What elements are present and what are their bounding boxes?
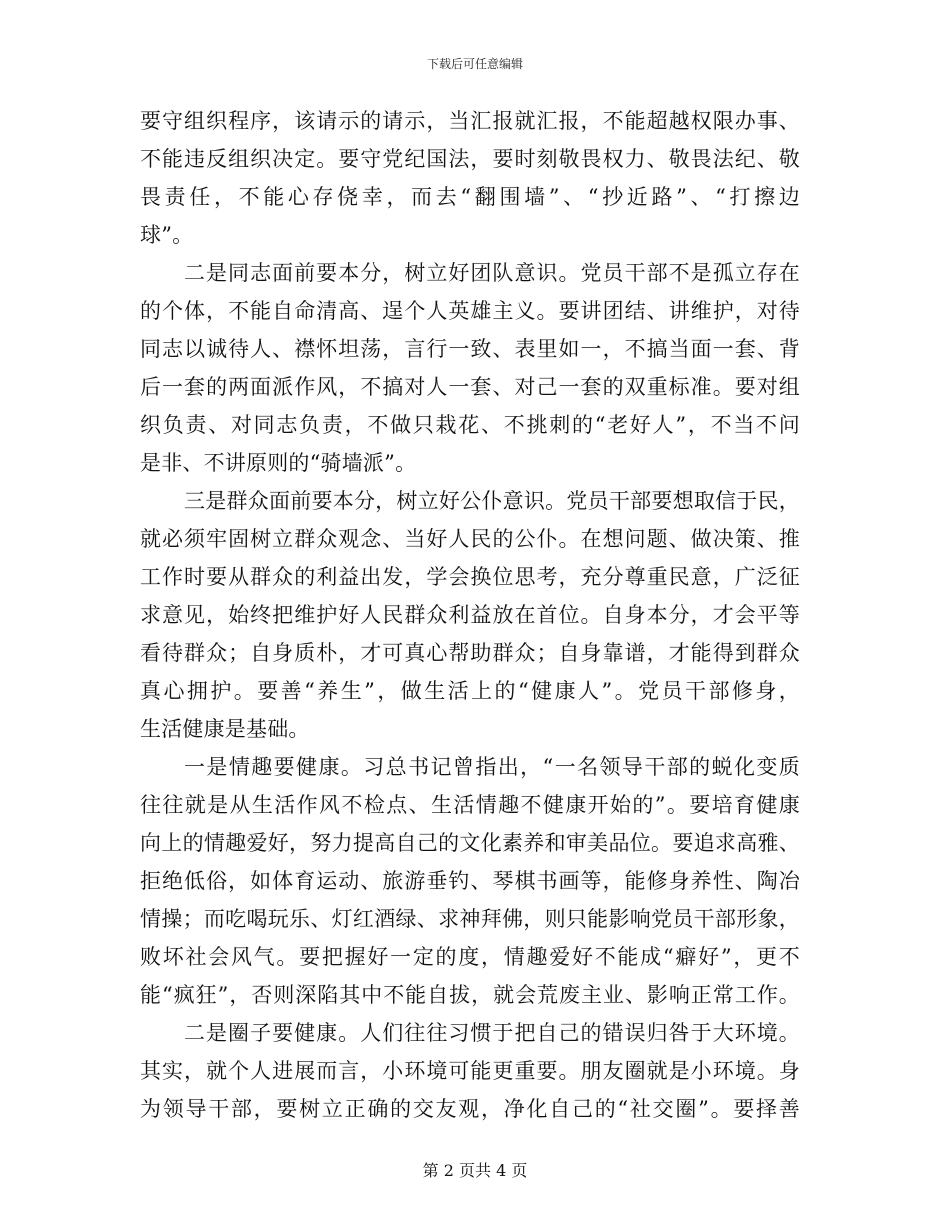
text-line: 情操；而吃喝玩乐、灯红酒绿、求神拜佛，则只能影响党员干部形象， xyxy=(140,907,800,931)
text-line: 生活健康是基础。 xyxy=(140,717,310,741)
paragraph-start-line: 二是圈子要健康。人们往往习惯于把自己的错误归咎于大环境。 xyxy=(184,1021,800,1045)
text-line: 同志以诚待人、襟怀坦荡，言行一致、表里如一，不搞当面一套、背 xyxy=(140,337,800,361)
paragraph-start-line: 三是群众面前要本分，树立好公仆意识。党员干部要想取信于民， xyxy=(184,489,800,513)
page-header: 下载后可任意编辑 xyxy=(426,57,523,71)
text-line: 败坏社会风气。要把握好一定的度，情趣爱好不能成“癖好”，更不 xyxy=(140,945,800,969)
text-line: 是非、不讲原则的“骑墙派”。 xyxy=(140,451,417,475)
text-line: 看待群众；自身质朴，才可真心帮助群众；自身靠谱，才能得到群众 xyxy=(140,641,800,665)
text-line: 织负责、对同志负责，不做只栽花、不挑刺的“老好人”，不当不问 xyxy=(140,413,800,437)
text-line: 要守组织程序，该请示的请示，当汇报就汇报，不能超越权限办事、 xyxy=(140,109,800,133)
text-line: 后一套的两面派作风，不搞对人一套、对己一套的双重标准。要对组 xyxy=(140,375,800,399)
document-body xyxy=(140,102,800,1128)
text-line: 的个体，不能自命清高、逞个人英雄主义。要讲团结、讲维护，对待 xyxy=(140,299,800,323)
page-footer: 第 2 页共 4 页 xyxy=(422,1161,528,1180)
text-line: 畏责任，不能心存侥幸，而去“翻围墙”、“抄近路”、“打擦边 xyxy=(140,185,800,209)
paragraph-start-line: 二是同志面前要本分，树立好团队意识。党员干部不是孤立存在 xyxy=(184,261,800,285)
text-line: 不能违反组织决定。要守党纪国法，要时刻敬畏权力、敬畏法纪、敬 xyxy=(140,147,800,171)
text-line: 能“疯狂”，否则深陷其中不能自拔，就会荒废主业、影响正常工作。 xyxy=(140,983,800,1007)
text-line: 球”。 xyxy=(140,223,194,247)
text-line: 向上的情趣爱好，努力提高自己的文化素养和审美品位。要追求高雅、 xyxy=(140,831,800,855)
text-line: 求意见，始终把维护好人民群众利益放在首位。自身本分，才会平等 xyxy=(140,603,800,627)
paragraph-start-line: 一是情趣要健康。习总书记曾指出，“一名领导干部的蜕化变质 xyxy=(184,755,800,779)
text-line: 拒绝低俗，如体育运动、旅游垂钓、琴棋书画等，能修身养性、陶冶 xyxy=(140,869,800,893)
text-line: 工作时要从群众的利益出发，学会换位思考，充分尊重民意，广泛征 xyxy=(140,565,800,589)
text-line: 就必须牢固树立群众观念、当好人民的公仆。在想问题、做决策、推 xyxy=(140,527,800,551)
text-line: 其实，就个人进展而言，小环境可能更重要。朋友圈就是小环境。身 xyxy=(140,1059,800,1083)
text-line: 往往就是从生活作风不检点、生活情趣不健康开始的”。要培育健康 xyxy=(140,793,800,817)
text-line: 为领导干部，要树立正确的交友观，净化自己的“社交圈”。要择善 xyxy=(140,1097,800,1121)
text-line: 真心拥护。要善“养生”，做生活上的“健康人”。党员干部修身， xyxy=(140,679,800,703)
